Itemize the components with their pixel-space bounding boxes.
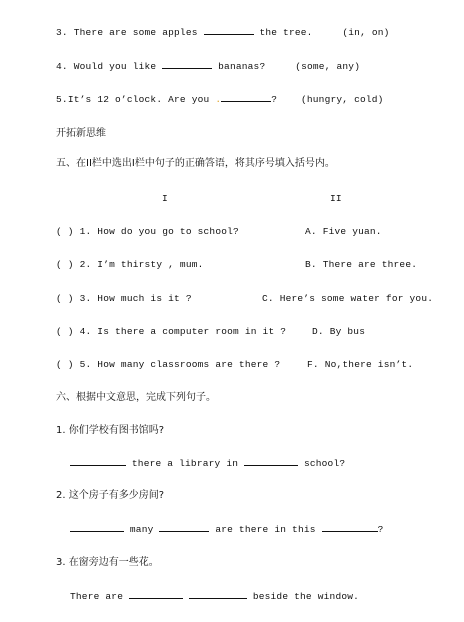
match-answer-b: B. There are three. [305, 259, 418, 270]
section6-title: 六、根据中文意思，完成下列句子。 [56, 392, 216, 403]
fill-in-3 [56, 25, 390, 39]
answer-text: are there in this [215, 524, 316, 535]
answer-blank[interactable] [70, 456, 126, 466]
answer-text: many [129, 524, 154, 535]
answer-text: ? [377, 524, 384, 535]
fill-in-3-options: (in, on) [342, 27, 390, 38]
translate-prompt-2: 2. 这个房子有多少房间? [56, 490, 165, 501]
match-row-2 [56, 258, 204, 271]
answer-blank[interactable] [70, 522, 124, 532]
answer-blank[interactable] [244, 456, 298, 466]
fill-in-3-after: the tree. [259, 27, 313, 38]
answer-blank[interactable] [322, 522, 378, 532]
match-answer-c: C. Here’s some water for you. [262, 293, 434, 304]
section5-col2-header: II [330, 193, 342, 204]
fill-in-5-num: 5. [56, 94, 68, 105]
translate-answer-1 [70, 456, 345, 470]
match-answer-f: F. No,there isn’t. [307, 359, 414, 370]
match-row-5 [56, 358, 280, 371]
answer-paren[interactable]: ( ) [56, 259, 74, 270]
match-row-4 [56, 325, 286, 338]
match-question: 5. How many classrooms are there ? [79, 359, 281, 370]
match-question: 1. How do you go to school? [79, 226, 239, 237]
fill-in-3-before: There are some apples [73, 27, 198, 38]
fill-in-5-options: (hungry, cold) [300, 94, 384, 105]
match-answer-d: D. By bus [312, 326, 366, 337]
fill-in-5-blank[interactable] [221, 92, 271, 102]
answer-blank[interactable] [189, 589, 247, 599]
answer-paren[interactable]: ( ) [56, 293, 74, 304]
section5-col1-header: I [162, 193, 168, 204]
match-question: 3. How much is it ? [79, 293, 192, 304]
fill-in-4-blank[interactable] [162, 59, 212, 69]
translate-prompt-1: 1. 你们学校有图书馆吗? [56, 425, 165, 436]
highlight-dot-icon: . [215, 94, 222, 105]
fill-in-4-before: Would you like [73, 61, 157, 72]
answer-blank[interactable] [129, 589, 183, 599]
answer-paren[interactable]: ( ) [56, 359, 74, 370]
match-row-1 [56, 225, 239, 238]
fill-in-4-num: 4. [56, 61, 68, 72]
answer-paren[interactable]: ( ) [56, 226, 74, 237]
answer-text: school? [303, 458, 346, 469]
fill-in-3-blank[interactable] [204, 25, 254, 35]
match-question: 4. Is there a computer room in it ? [79, 326, 287, 337]
fill-in-4 [56, 59, 360, 73]
translate-prompt-3: 3. 在窗旁边有一些花。 [56, 557, 159, 568]
fill-in-5-after: ? [271, 94, 278, 105]
match-question: 2. I’m thirsty , mum. [79, 259, 204, 270]
section5-title: 五、在II栏中选出I栏中句子的正确答语，将其序号填入括号内。 [56, 158, 335, 169]
answer-text: there a library in [131, 458, 239, 469]
fill-in-3-num: 3. [56, 27, 68, 38]
answer-text: There are [70, 591, 124, 602]
answer-blank[interactable] [159, 522, 209, 532]
translate-answer-2 [70, 522, 383, 536]
fill-in-4-options: (some, any) [295, 61, 361, 72]
answer-text: beside the window. [252, 591, 360, 602]
fill-in-4-after: bananas? [218, 61, 266, 72]
translate-answer-3 [70, 589, 359, 603]
section-extend-heading: 开拓新思维 [56, 128, 106, 139]
match-row-3 [56, 292, 192, 305]
answer-paren[interactable]: ( ) [56, 326, 74, 337]
fill-in-5 [56, 92, 384, 106]
fill-in-5-before: It’s 12 o’clock. Are you [67, 94, 210, 105]
match-answer-a: A. Five yuan. [305, 226, 382, 237]
